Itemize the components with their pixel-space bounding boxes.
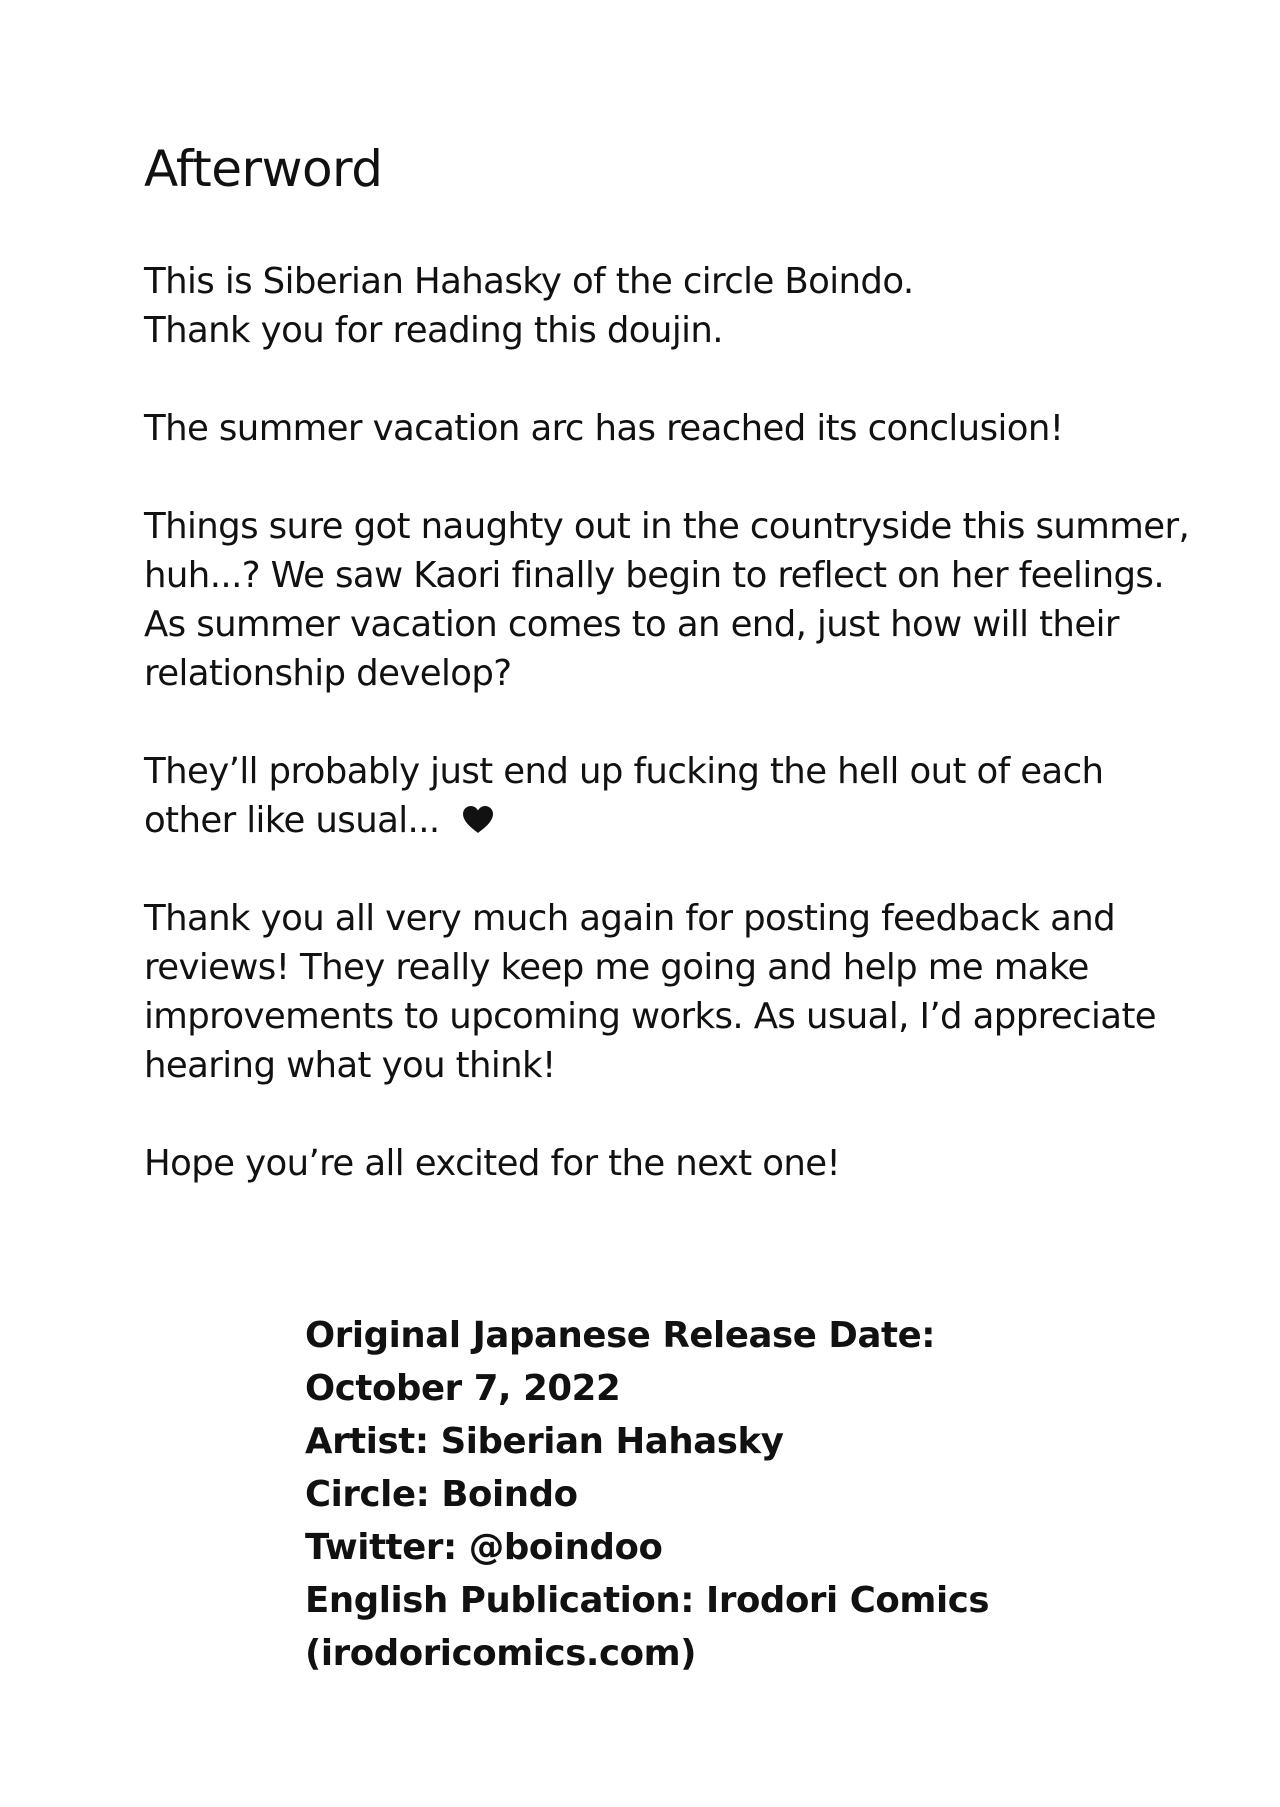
afterword-body bbox=[144, 257, 1190, 1237]
text-line: improvements to upcoming works. As usual, I’d appreciate bbox=[144, 996, 1157, 1037]
text-line: Hope you’re all excited for the next one! bbox=[144, 1143, 841, 1184]
text-line: reviews! They really keep me going and help me make bbox=[144, 947, 1089, 988]
paragraph-greeting bbox=[144, 257, 1144, 355]
credits-block bbox=[305, 1309, 989, 1680]
text-line: This is Siberian Hahasky of the circle Boindo. bbox=[144, 261, 914, 302]
paragraph-conclusion bbox=[144, 404, 1144, 453]
credit-english-publication: English Publication: Irodori Comics bbox=[305, 1580, 990, 1621]
paragraph-story bbox=[144, 502, 1190, 698]
text-line: They’ll probably just end up fucking the hell out of each bbox=[144, 751, 1104, 792]
paragraph-closing bbox=[144, 1139, 1144, 1188]
text-line: Things sure got naughty out in the countryside this summer, bbox=[144, 506, 1190, 547]
page-title: Afterword bbox=[144, 140, 383, 198]
credit-twitter: Twitter: @boindoo bbox=[305, 1527, 663, 1568]
text-line: huh...? We saw Kaori finally begin to reflect on her feelings. bbox=[144, 555, 1165, 596]
text-line: other like usual... bbox=[144, 800, 440, 841]
heart-icon bbox=[462, 805, 494, 834]
text-line: Thank you for reading this doujin. bbox=[144, 310, 723, 351]
credit-circle: Circle: Boindo bbox=[305, 1474, 578, 1515]
credit-website: (irodoricomics.com) bbox=[305, 1633, 697, 1674]
credit-release-date: October 7, 2022 bbox=[305, 1368, 621, 1409]
text-line: Thank you all very much again for posting feedback and bbox=[144, 898, 1116, 939]
text-line: hearing what you think! bbox=[144, 1045, 556, 1086]
text-line: As summer vacation comes to an end, just how will their bbox=[144, 604, 1119, 645]
paragraph-thanks bbox=[144, 894, 1157, 1090]
credit-artist: Artist: Siberian Hahasky bbox=[305, 1421, 784, 1462]
text-line: The summer vacation arc has reached its conclusion! bbox=[144, 408, 1064, 449]
text-line-with-heart bbox=[144, 796, 1144, 845]
text-line: relationship develop? bbox=[144, 653, 512, 694]
credit-release-date-label: Original Japanese Release Date: bbox=[305, 1315, 936, 1356]
paragraph-prediction bbox=[144, 747, 1144, 845]
